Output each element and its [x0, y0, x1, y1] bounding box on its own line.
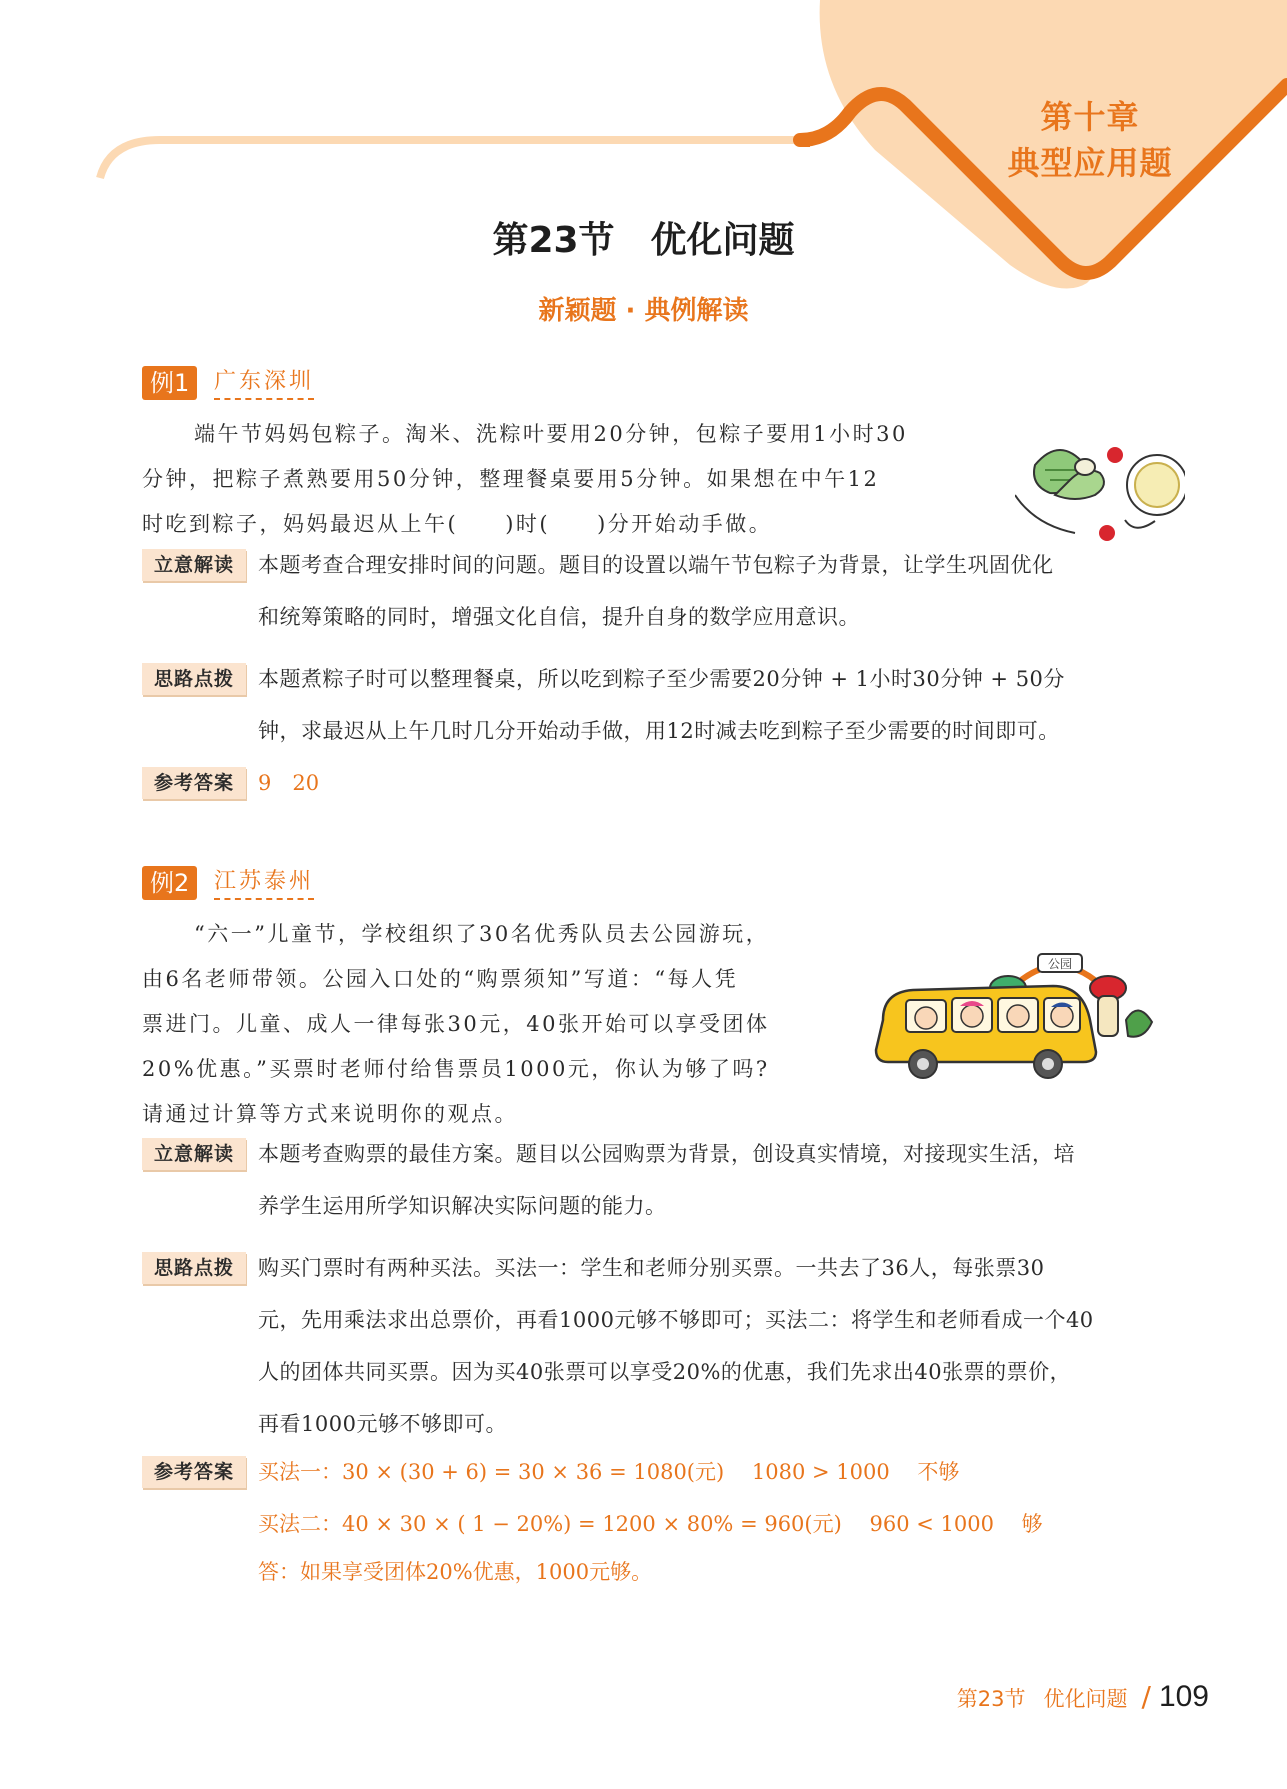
footer-separator: /: [1141, 1680, 1151, 1713]
hint-line: 钟，求最迟从上午几时几分开始动手做，用12时减去吃到粽子至少需要的时间即可。: [258, 719, 1060, 743]
footer-section-name: 优化问题: [1043, 1687, 1128, 1711]
footer-section: 第23节: [956, 1687, 1026, 1711]
hint-line: 购买门票时有两种买法。买法一：学生和老师分别买票。一共去了36人，每张票30: [258, 1256, 1045, 1280]
example-2-answer-label: 参考答案: [142, 1456, 246, 1488]
hint-line: 再看1000元够不够即可。: [258, 1412, 507, 1436]
page-footer: [957, 1680, 1209, 1714]
hint-line: 元，先用乘法求出总票价，再看1000元够不够即可；买法二：将学生和老师看成一个40: [258, 1308, 1094, 1332]
example-1-answer-label: 参考答案: [142, 767, 246, 799]
example-1-hint: [258, 653, 1170, 757]
example-1-intent-label: 立意解读: [142, 549, 246, 581]
example-1-answer: 9 20: [258, 771, 320, 795]
hint-line: 本题煮粽子时可以整理餐桌，所以吃到粽子至少需要20分钟 + 1小时30分钟 + 50分: [258, 667, 1065, 691]
intent-line: 养学生运用所学知识解决实际问题的能力。: [258, 1194, 667, 1218]
hint-line: 人的团体共同买票。因为买40张票可以享受20%的优惠，我们先求出40张票的票价，: [258, 1360, 1072, 1384]
section-number: 第23节: [492, 220, 615, 261]
example-1-place: 广东深圳: [214, 368, 314, 400]
example-2-tag: 例2: [142, 866, 197, 900]
example-2-hint: [258, 1242, 1170, 1450]
intent-line: 本题考查购票的最佳方案。题目以公园购票为背景，创设真实情境，对接现实生活，培: [258, 1142, 1075, 1166]
chapter-number: 第十章: [1040, 98, 1140, 136]
problem-line: 端午节妈妈包粽子。淘米、洗粽叶要用20分钟，包粽子要用1小时30: [194, 422, 908, 446]
chapter-title: 典型应用题: [1007, 144, 1173, 182]
section-name: 优化问题: [650, 220, 795, 261]
example-1-hint-label: 思路点拨: [142, 663, 246, 695]
example-2-place: 江苏泰州: [214, 868, 314, 900]
example-2-answer-line-2: 买法二：40 × 30 × ( 1 − 20%) = 1200 × 80% = 960(元) 960 < 1000 够: [258, 1512, 1043, 1536]
intent-line: 和统筹策略的同时，增强文化自信，提升自身的数学应用意识。: [258, 605, 860, 629]
problem-line: 时吃到粽子，妈妈最迟从上午( )时( )分开始动手做。: [142, 512, 773, 536]
example-2-answer-line-1: 买法一：30 × (30 + 6) = 30 × 36 = 1080(元) 1080 > 1000 不够: [258, 1460, 960, 1484]
park-sign-text: 公园: [1047, 957, 1073, 971]
intent-line: 本题考查合理安排时间的问题。题目的设置以端午节包粽子为背景，让学生巩固优化: [258, 553, 1054, 577]
example-2-intent-label: 立意解读: [142, 1138, 246, 1170]
example-2-answer-line-3: 答：如果享受团体20%优惠，1000元够。: [258, 1560, 653, 1584]
page-title: [0, 212, 1287, 263]
problem-line: 20%优惠。”买票时老师付给售票员1000元，你认为够了吗?: [142, 1057, 770, 1081]
problem-line: 由6名老师带领。公园入口处的“购票须知”写道：“每人凭: [142, 967, 739, 991]
problem-line: 请通过计算等方式来说明你的观点。: [142, 1102, 518, 1126]
school-bus-illustration: [868, 940, 1168, 1090]
example-1-problem: [142, 412, 972, 547]
example-2-intent: [258, 1128, 1170, 1232]
example-2-hint-label: 思路点拨: [142, 1252, 246, 1284]
section-subtitle: 新颖题 · 典例解读: [538, 296, 749, 326]
problem-line: 分钟，把粽子煮熟要用50分钟，整理餐桌要用5分钟。如果想在中午12: [142, 467, 880, 491]
problem-line: “六一”儿童节，学校组织了30名优秀队员去公园游玩，: [194, 922, 770, 946]
problem-line: 票进门。儿童、成人一律每张30元，40张开始可以享受团体: [142, 1012, 770, 1036]
example-2-problem: [142, 912, 822, 1137]
page-number: 109: [1158, 1680, 1209, 1713]
example-1-intent: [258, 539, 1170, 643]
example-1-tag: 例1: [142, 366, 197, 400]
zongzi-illustration: [1015, 425, 1185, 545]
